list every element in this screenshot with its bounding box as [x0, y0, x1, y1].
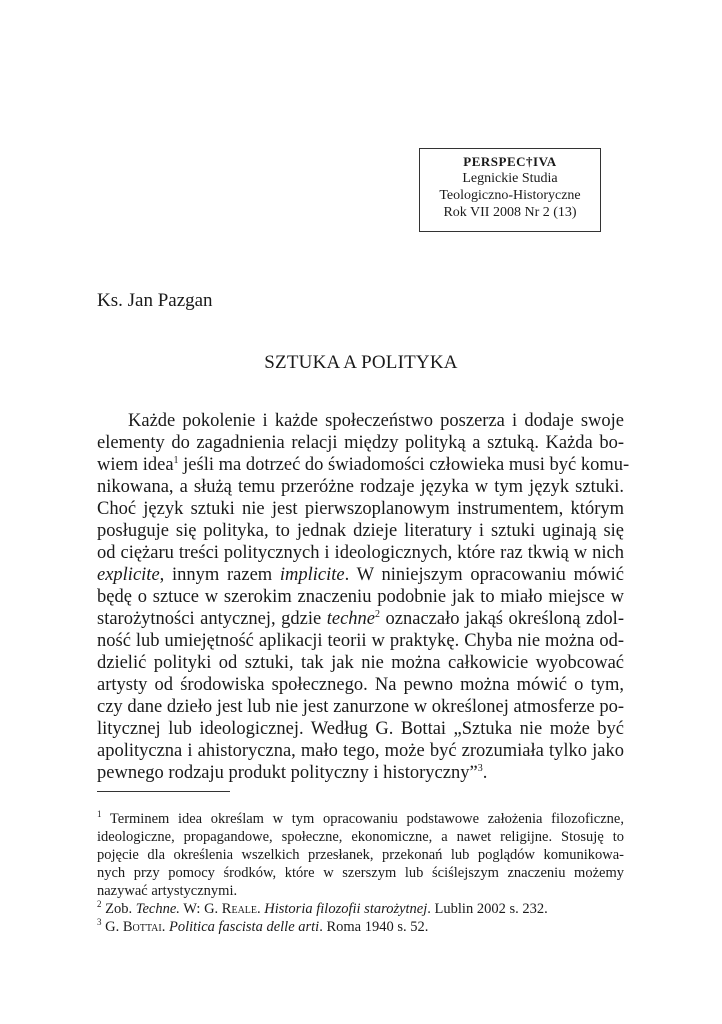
- body-line: czy dane dzieło jest lub nie jest zanurzone w określonej atmosferze po-: [97, 697, 624, 717]
- text-span: . Roma 1940 s. 52.: [319, 919, 429, 935]
- text-span: .: [257, 901, 265, 917]
- italic-term: explicite: [97, 565, 160, 585]
- footnote-line: [97, 810, 624, 828]
- footnote-ref: 3: [477, 762, 483, 774]
- text-span: .: [482, 763, 488, 783]
- journal-issue: Rok VII 2008 Nr 2 (13): [443, 205, 577, 220]
- body-line: apolityczna i ahistoryczna, mało tego, może być zrozumiała tylko jako: [97, 741, 624, 761]
- footnotes: [97, 810, 624, 936]
- footnote-line: nazywać artystycznymi.: [97, 883, 238, 899]
- book-title: Historia filozofii starożytnej: [264, 901, 428, 917]
- body-line: elementy do zagadnienia relacji między polityką a sztuką. Każda bo-: [97, 433, 624, 453]
- footnote-ref: 1: [173, 454, 179, 466]
- italic-term: techne: [326, 609, 376, 629]
- italic-term: Techne.: [135, 901, 180, 917]
- text-span: oznaczało jakąś określoną zdol-: [380, 609, 624, 629]
- journal-name-start: PERSPEC: [463, 154, 527, 169]
- text-span: W: G.: [179, 901, 222, 917]
- body-line: będę o sztuce w szerokim znaczeniu podobnie jak to miało miejsce w: [97, 587, 624, 607]
- text-span: G.: [101, 919, 123, 935]
- body-line: artysty od środowiska społecznego. Na pewno można mówić o tym,: [97, 675, 624, 695]
- body-line: [97, 564, 624, 586]
- footnote-line: ideologiczne, propagandowe, społeczne, ekonomiczne, a nawet religijne. Stosuję to: [97, 829, 624, 845]
- journal-name: [420, 153, 600, 170]
- body-line: posługuje się polityka, to jednak dzieje literatury i sztuki uginają się: [97, 521, 624, 541]
- body-line: Choć język sztuki nie jest pierwszoplanowym instrumentem, którym: [97, 499, 624, 519]
- journal-name-end: IVA: [533, 154, 557, 169]
- footnote-line: [97, 900, 624, 918]
- footnote-separator: [97, 791, 230, 792]
- body-line: [97, 608, 624, 630]
- body-line: [97, 762, 624, 784]
- text-span: Terminem idea określam w tym opracowaniu podstawowe założenia filozoficzne,: [101, 811, 624, 827]
- body-line: Każde pokolenie i każde społeczeństwo poszerza i dodaje swoje: [128, 411, 624, 431]
- article-body: [97, 410, 630, 784]
- author-name: Ks. Jan Pazgan: [97, 290, 213, 311]
- footnote-mark: 3: [97, 917, 102, 928]
- text-span: wiem idea: [97, 455, 174, 475]
- text-span: starożytności antycznej, gdzie: [97, 609, 327, 629]
- footnote-mark: 1: [97, 809, 102, 820]
- footnote-mark: 2: [97, 899, 102, 910]
- body-line: litycznej lub ideologicznej. Według G. Bottai „Sztuka nie może być: [97, 719, 624, 739]
- footnote-line: nych przy pomocy środków, które w szerszym lub ściślejszym znaczeniu możemy: [97, 865, 624, 881]
- italic-term: implicite: [279, 565, 345, 585]
- body-line: nikowana, a służą temu przeróżne rodzaje języka w tym język sztuki.: [97, 477, 624, 497]
- journal-subtitle: Teologiczno-Historyczne: [439, 188, 581, 203]
- author-smallcaps: Reale: [221, 901, 258, 917]
- text-span: jeśli ma dotrzeć do świadomości człowieka musi być komu-: [178, 455, 630, 475]
- body-line: ność lub umiejętność aplikacji teorii w praktykę. Chyba nie można od-: [97, 631, 624, 651]
- book-title: Politica fascista delle arti: [168, 919, 320, 935]
- article-title: SZTUKA A POLITYKA: [264, 352, 458, 373]
- text-span: .: [161, 919, 169, 935]
- text-span: Zob.: [101, 901, 136, 917]
- body-line: dzielić polityki od sztuki, tak jak nie można całkowicie wyobcować: [97, 653, 624, 673]
- text-span: , innym razem: [159, 565, 280, 585]
- text-span: . Lublin 2002 s. 232.: [427, 901, 548, 917]
- journal-name-dagger: †: [526, 154, 534, 169]
- text-span: . W niniejszym opracowaniu mówić: [344, 565, 625, 585]
- footnote-line: pojęcie dla określenia wszelkich przesłanek, przekonań lub poglądów komunikowa-: [97, 847, 624, 863]
- author-smallcaps: Bottai: [122, 919, 162, 935]
- body-line: od ciężaru treści politycznych i ideologicznych, które raz tkwią w nich: [97, 543, 624, 563]
- text-span: pewnego rodzaju produkt polityczny i historyczny”: [97, 763, 478, 783]
- body-line: [97, 454, 630, 476]
- journal-series: Legnickie Studia: [462, 171, 558, 186]
- footnote-ref: 2: [375, 608, 381, 620]
- footnote-line: [97, 918, 624, 936]
- journal-info-box: [419, 148, 601, 232]
